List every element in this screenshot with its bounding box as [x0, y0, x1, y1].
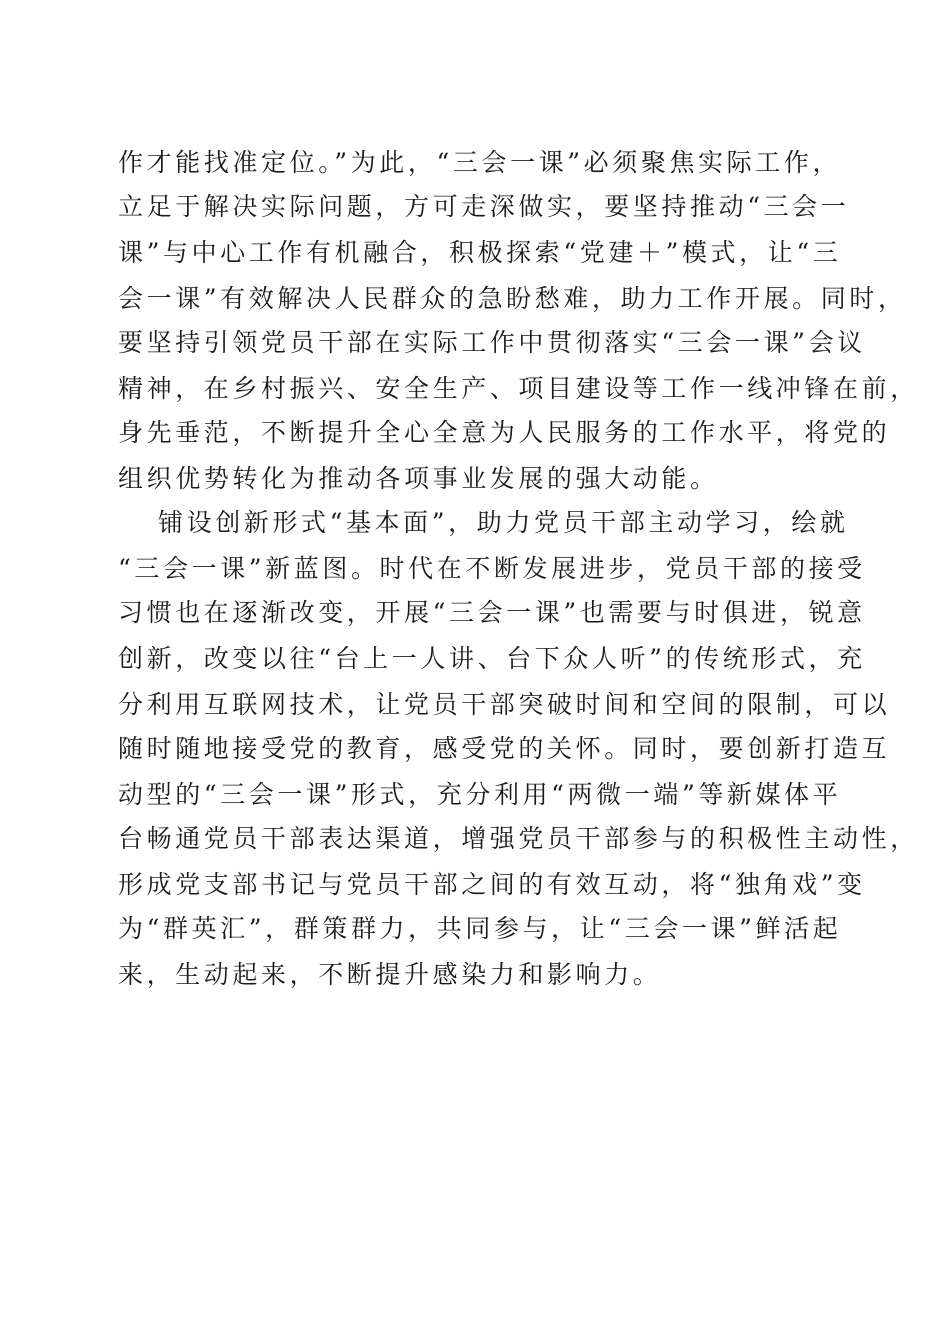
text-line: 动型的“三会一课”形式，充分利用“两微一端”等新媒体平: [118, 780, 842, 809]
text-line: 来，生动起来，不断提升感染力和影响力。: [118, 960, 662, 989]
text-line: 随时随地接受党的教育，感受党的关怀。同时，要创新打造互: [118, 734, 891, 763]
text-line: 课”与中心工作有机融合，积极探索“党建＋”模式，让“三: [118, 238, 842, 267]
text-line: 分利用互联网技术，让党员干部突破时间和空间的限制，可以: [118, 690, 891, 719]
paragraph-first-line: 铺设创新形式“基本面”，助力党员干部主动学习，绘就: [158, 508, 849, 537]
text-line: 形成党支部书记与党员干部之间的有效互动，将“独角戏”变: [118, 870, 866, 899]
text-line: 习惯也在逐渐改变，开展“三会一课”也需要与时俱进，锐意: [118, 598, 866, 627]
text-line: 组织优势转化为推动各项事业发展的强大动能。: [118, 464, 719, 493]
text-line: 身先垂范，不断提升全心全意为人民服务的工作水平，将党的: [118, 418, 891, 447]
text-line: 为“群英汇”，群策群力，共同参与，让“三会一课”鲜活起: [118, 914, 842, 943]
text-line: 作才能找准定位。”为此，“三会一课”必须聚焦实际工作，: [118, 148, 842, 177]
text-line: 台畅通党员干部表达渠道，增强党员干部参与的积极性主动性，: [118, 824, 919, 853]
text-line: 会一课”有效解决人民群众的急盼愁难，助力工作开展。同时，: [118, 284, 907, 313]
text-line: 精神，在乡村振兴、安全生产、项目建设等工作一线冲锋在前，: [118, 374, 919, 403]
text-line: “三会一课”新蓝图。时代在不断发展进步，党员干部的接受: [118, 554, 866, 583]
text-line: 要坚持引领党员干部在实际工作中贯彻落实“三会一课”会议: [118, 328, 866, 357]
text-line: 立足于解决实际问题，方可走深做实，要坚持推动“三会一: [118, 192, 850, 221]
text-line: 创新，改变以往“台上一人讲、台下众人听”的传统形式，充: [118, 644, 866, 673]
